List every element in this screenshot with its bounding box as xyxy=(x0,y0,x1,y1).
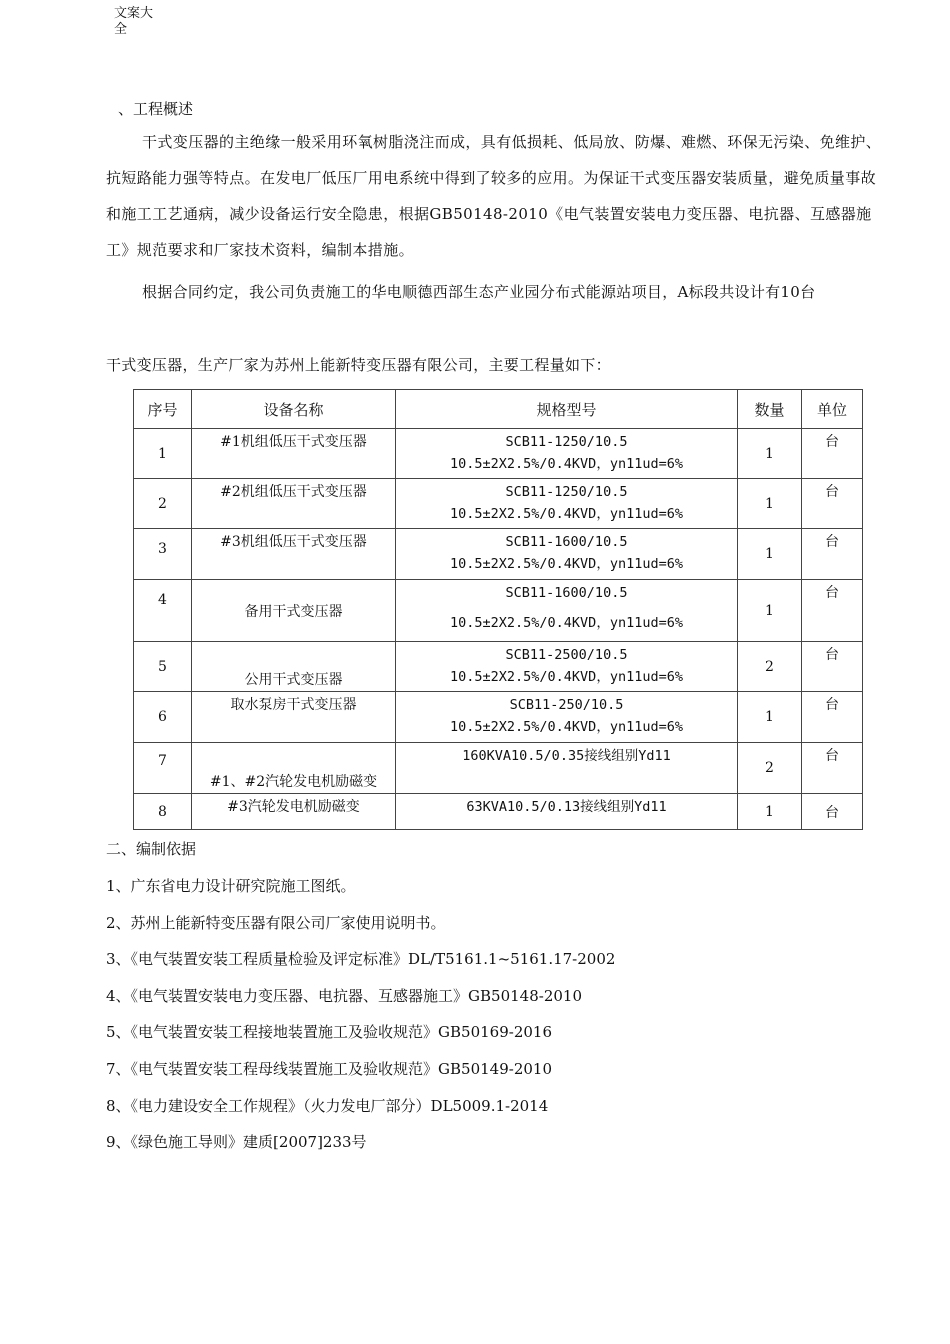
cell-unit-text: 台 xyxy=(825,534,839,550)
header-spec: 规格型号 xyxy=(396,390,738,429)
cell-qty: 1 xyxy=(738,479,802,529)
cell-no: 2 xyxy=(134,479,192,529)
cell-name-text: 备用干式变压器 xyxy=(244,603,343,620)
list-item: 7、《电气装置安装工程母线装置施工及验收规范》GB50149-2010 xyxy=(106,1059,553,1078)
cell-spec xyxy=(396,580,738,642)
table-row xyxy=(134,580,863,642)
cell-name-text: #1、#2汽轮发电机励磁变 xyxy=(209,774,378,790)
header-name: 设备名称 xyxy=(192,390,396,429)
cell-spec xyxy=(396,743,738,794)
cell-unit-text: 台 xyxy=(825,647,839,663)
list-item: 8、《电力建设安全工作规程》（火力发电厂部分）DL5009.1-2014 xyxy=(106,1096,549,1115)
cell-no: 4 xyxy=(134,580,192,642)
cell-unit-text: 台 xyxy=(825,748,839,764)
cell-unit: 台 xyxy=(802,794,863,830)
cell-name-text: 公用干式变压器 xyxy=(244,672,343,688)
cell-spec-line2: 10.5±2X2.5%/0.4KVD，yn11ud=6% xyxy=(450,556,683,572)
overview-paragraph-2: 根据合同约定，我公司负责施工的华电顺德西部生态产业园分布式能源站项目，A标段共设计有10台 xyxy=(142,283,816,301)
table-row xyxy=(134,743,863,794)
cell-spec-line2: 10.5±2X2.5%/0.4KVD，yn11ud=6% xyxy=(450,506,683,522)
cell-spec xyxy=(396,692,738,743)
cell-spec-line1: SCB11-2500/10.5 xyxy=(505,647,628,663)
cell-unit xyxy=(802,529,863,580)
table-header-row xyxy=(134,390,863,429)
table-row xyxy=(134,642,863,692)
section-title-basis: 二、编制依据 xyxy=(106,840,197,858)
cell-name xyxy=(192,692,396,743)
cell-spec-line1: SCB11-1250/10.5 xyxy=(505,484,628,500)
cell-qty: 1 xyxy=(738,429,802,479)
table-row xyxy=(134,794,863,830)
cell-spec xyxy=(396,479,738,529)
cell-spec xyxy=(396,794,738,830)
cell-spec-line2: 10.5±2X2.5%/0.4KVD，yn11ud=6% xyxy=(450,615,683,631)
list-item: 4、《电气装置安装电力变压器、电抗器、互感器施工》GB50148-2010 xyxy=(106,986,583,1005)
cell-unit xyxy=(802,743,863,794)
header-no: 序号 xyxy=(134,390,192,429)
cell-spec-line1: 160KVA10.5/0.35接线组别Yd11 xyxy=(462,748,671,764)
header-corner-text: 文案大全 xyxy=(114,6,154,37)
overview-paragraph-1: 干式变压器的主绝缘一般采用环氧树脂浇注而成，具有低损耗、低局放、防爆、难燃、环保无污染、免维护、抗短路能力强等特点。在发电厂低压厂用电系统中得到了较多的应用。为保证干式变压器安装质量，避免质量事故和施工工艺通病，减少设备运行安全隐患，根据GB50148-2010《电气装置安装电力变压器、电抗器、互感器施工》规范要求和厂家技术资料，编制本措施。 xyxy=(106,133,882,259)
table-row xyxy=(134,529,863,580)
cell-unit xyxy=(802,429,863,479)
cell-spec-line1: SCB11-1600/10.5 xyxy=(505,585,628,601)
cell-spec xyxy=(396,429,738,479)
cell-name-text: #1机组低压干式变压器 xyxy=(220,434,367,450)
section-title-overview: 、工程概述 xyxy=(118,100,194,118)
cell-qty: 1 xyxy=(738,580,802,642)
cell-unit xyxy=(802,692,863,743)
cell-qty: 1 xyxy=(738,529,802,580)
cell-unit-text: 台 xyxy=(825,585,839,601)
list-item: 5、《电气装置安装工程接地装置施工及验收规范》GB50169-2016 xyxy=(106,1023,553,1042)
cell-name-text: #3机组低压干式变压器 xyxy=(220,534,367,550)
cell-unit-text: 台 xyxy=(825,434,839,450)
cell-spec-line2: 10.5±2X2.5%/0.4KVD，yn11ud=6% xyxy=(450,456,683,472)
overview-paragraph-3: 干式变压器，生产厂家为苏州上能新特变压器有限公司，主要工程量如下： xyxy=(106,356,611,374)
cell-name-text: #2机组低压干式变压器 xyxy=(220,484,367,500)
cell-spec-line1: SCB11-250/10.5 xyxy=(509,697,624,713)
list-item: 2、苏州上能新特变压器有限公司厂家使用说明书。 xyxy=(106,913,446,932)
cell-unit xyxy=(802,479,863,529)
reference-list xyxy=(106,868,615,1161)
cell-spec-line1: 63KVA10.5/0.13接线组别Yd11 xyxy=(466,799,667,815)
cell-unit-text: 台 xyxy=(825,484,839,500)
cell-spec xyxy=(396,529,738,580)
cell-qty: 2 xyxy=(738,743,802,794)
cell-spec-line1: SCB11-1250/10.5 xyxy=(505,434,628,450)
cell-qty: 1 xyxy=(738,794,802,830)
cell-name xyxy=(192,580,396,642)
cell-no: 3 xyxy=(134,529,192,580)
cell-unit xyxy=(802,580,863,642)
table-row xyxy=(134,692,863,743)
cell-unit-text: 台 xyxy=(825,697,839,713)
cell-name xyxy=(192,529,396,580)
cell-unit xyxy=(802,642,863,692)
cell-spec-line1: SCB11-1600/10.5 xyxy=(505,534,628,550)
cell-name-text: 取水泵房干式变压器 xyxy=(230,697,357,713)
equipment-table xyxy=(133,389,863,830)
header-unit: 单位 xyxy=(802,390,863,429)
cell-name xyxy=(192,479,396,529)
cell-spec xyxy=(396,642,738,692)
cell-no: 1 xyxy=(134,429,192,479)
cell-name xyxy=(192,794,396,830)
list-item: 9、《绿色施工导则》建质[2007]233号 xyxy=(106,1133,367,1152)
cell-no: 8 xyxy=(134,794,192,830)
cell-spec-line2: 10.5±2X2.5%/0.4KVD，yn11ud=6% xyxy=(450,669,683,685)
cell-name xyxy=(192,743,396,794)
cell-name xyxy=(192,642,396,692)
list-item: 3、《电气装置安装工程质量检验及评定标准》DL/T5161.1~5161.17-2002 xyxy=(106,950,616,969)
cell-no: 6 xyxy=(134,692,192,743)
cell-qty: 2 xyxy=(738,642,802,692)
table-row xyxy=(134,429,863,479)
cell-spec-line2: 10.5±2X2.5%/0.4KVD，yn11ud=6% xyxy=(450,719,683,735)
table-row xyxy=(134,479,863,529)
cell-qty: 1 xyxy=(738,692,802,743)
list-item: 1、广东省电力设计研究院施工图纸。 xyxy=(106,877,356,895)
cell-name-text: #3汽轮发电机励磁变 xyxy=(227,799,360,815)
cell-no: 5 xyxy=(134,642,192,692)
header-qty: 数量 xyxy=(738,390,802,429)
cell-name xyxy=(192,429,396,479)
cell-no: 7 xyxy=(134,743,192,794)
